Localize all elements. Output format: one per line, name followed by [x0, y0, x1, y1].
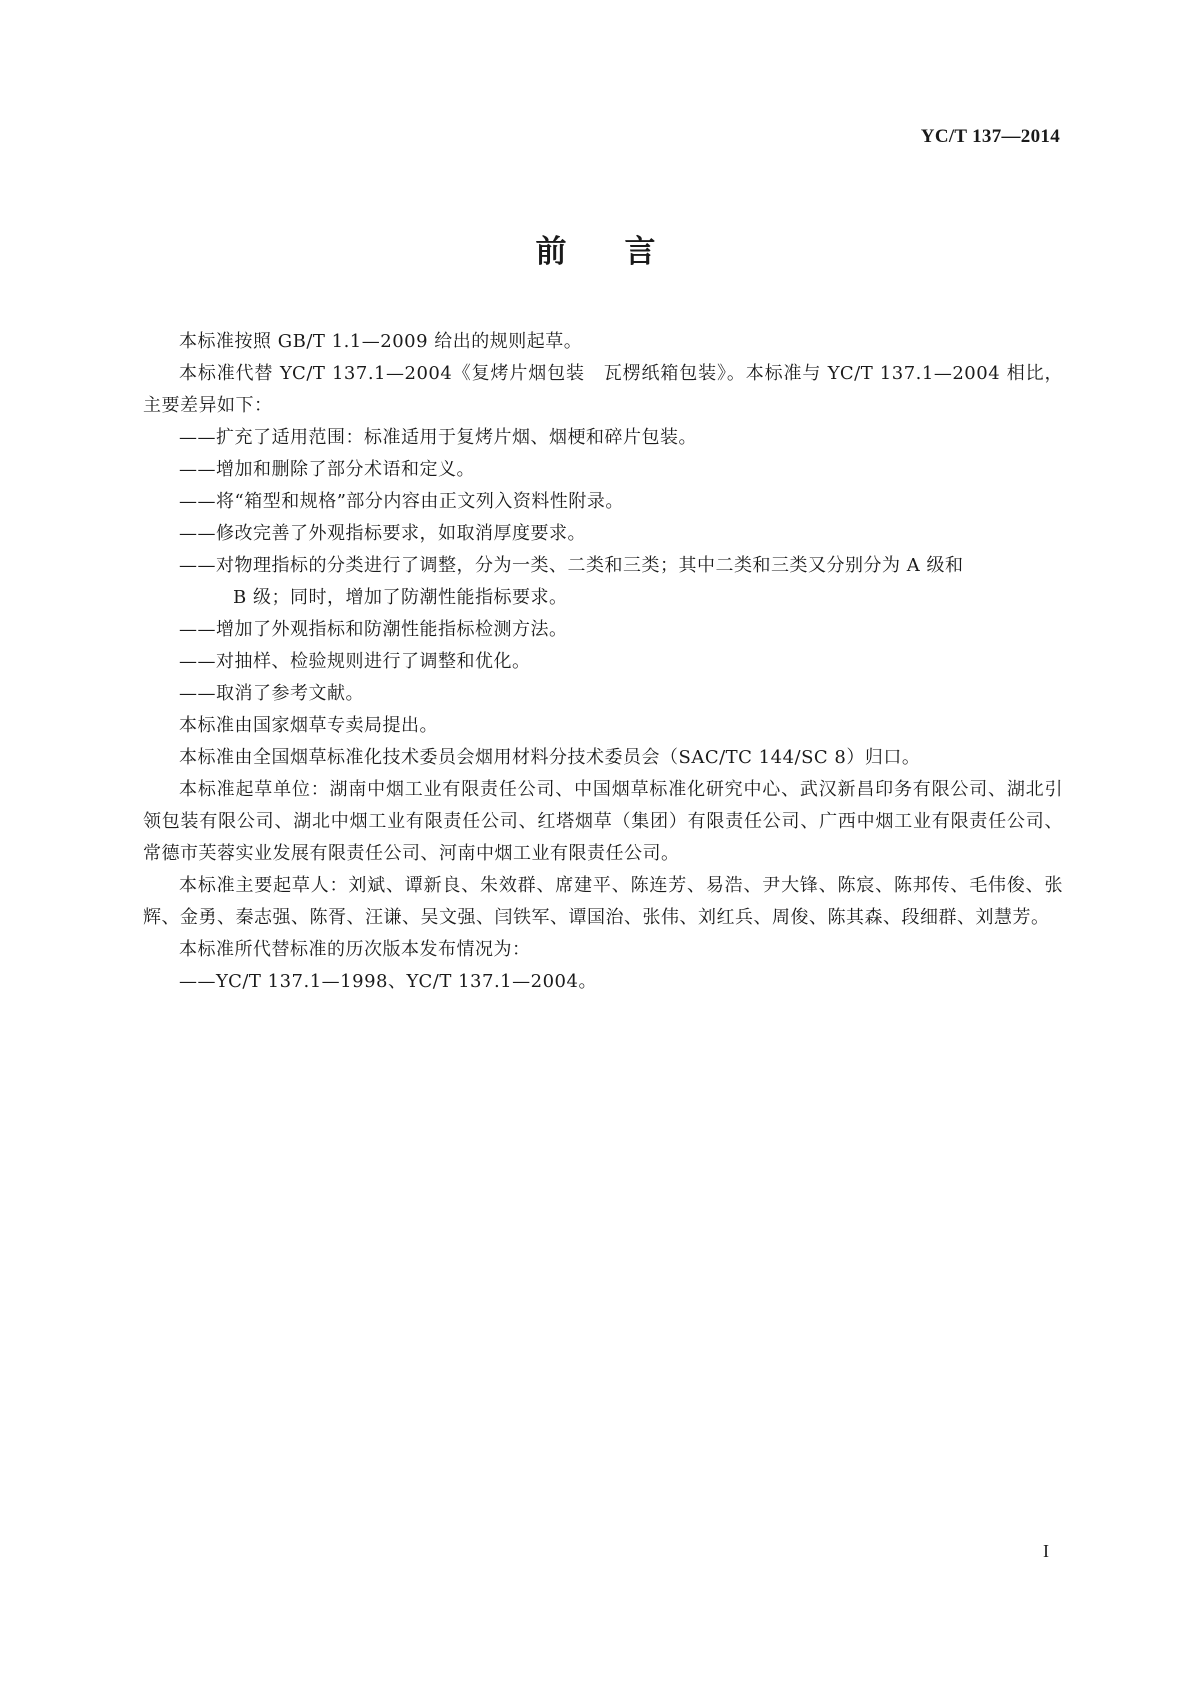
list-item: [143, 550, 1063, 614]
list-item: ——增加和删除了部分术语和定义。: [179, 459, 475, 480]
list-item: ——将“箱型和规格”部分内容由正文列入资料性附录。: [179, 491, 624, 512]
paragraph: 本标准主要起草人：刘斌、谭新良、朱效群、席建平、陈连芳、易浩、尹大锋、陈宸、陈邦传、毛伟俊、张辉、金勇、秦志强、陈胥、汪谦、吴文强、闫铁军、谭国治、张伟、刘红兵、周俊、陈其森、段细群、刘慧芳。: [143, 875, 1063, 928]
list-item-continuation: B 级；同时，增加了防潮性能指标要求。: [233, 587, 568, 608]
standard-code: YC/T 137—2014: [920, 126, 1060, 147]
list-item: ——扩充了适用范围：标准适用于复烤片烟、烟梗和碎片包装。: [179, 427, 697, 448]
paragraph: 本标准所代替标准的历次版本发布情况为：: [179, 939, 531, 960]
paragraph: 本标准起草单位：湖南中烟工业有限责任公司、中国烟草标准化研究中心、武汉新昌印务有限公司、湖北引领包装有限公司、湖北中烟工业有限责任公司、红塔烟草（集团）有限责任公司、广西中烟工业有限责任公司、常德市芙蓉实业发展有限责任公司、河南中烟工业有限责任公司。: [143, 779, 1063, 864]
list-item: ——增加了外观指标和防潮性能指标检测方法。: [179, 619, 568, 640]
paragraph: 本标准由国家烟草专卖局提出。: [179, 715, 438, 736]
paragraph: 本标准按照 GB/T 1.1—2009 给出的规则起草。: [179, 331, 583, 352]
page-number: I: [1043, 1541, 1049, 1561]
list-item: ——对抽样、检验规则进行了调整和优化。: [179, 651, 531, 672]
paragraph: 本标准由全国烟草标准化技术委员会烟用材料分技术委员会（SAC/TC 144/SC 8）归口。: [179, 747, 921, 768]
page-title: 前言: [535, 234, 714, 270]
document-body: [143, 326, 1063, 998]
list-item-text: ——对物理指标的分类进行了调整，分为一类、二类和三类；其中二类和三类又分别分为 A 级和: [179, 555, 964, 576]
list-item: ——YC/T 137.1—1998、YC/T 137.1—2004。: [179, 971, 597, 992]
list-item: ——修改完善了外观指标要求，如取消厚度要求。: [179, 523, 586, 544]
list-item: ——取消了参考文献。: [179, 683, 364, 704]
paragraph: 本标准代替 YC/T 137.1—2004《复烤片烟包装 瓦楞纸箱包装》。本标准与 YC/T 137.1—2004 相比，主要差异如下：: [143, 363, 1063, 416]
